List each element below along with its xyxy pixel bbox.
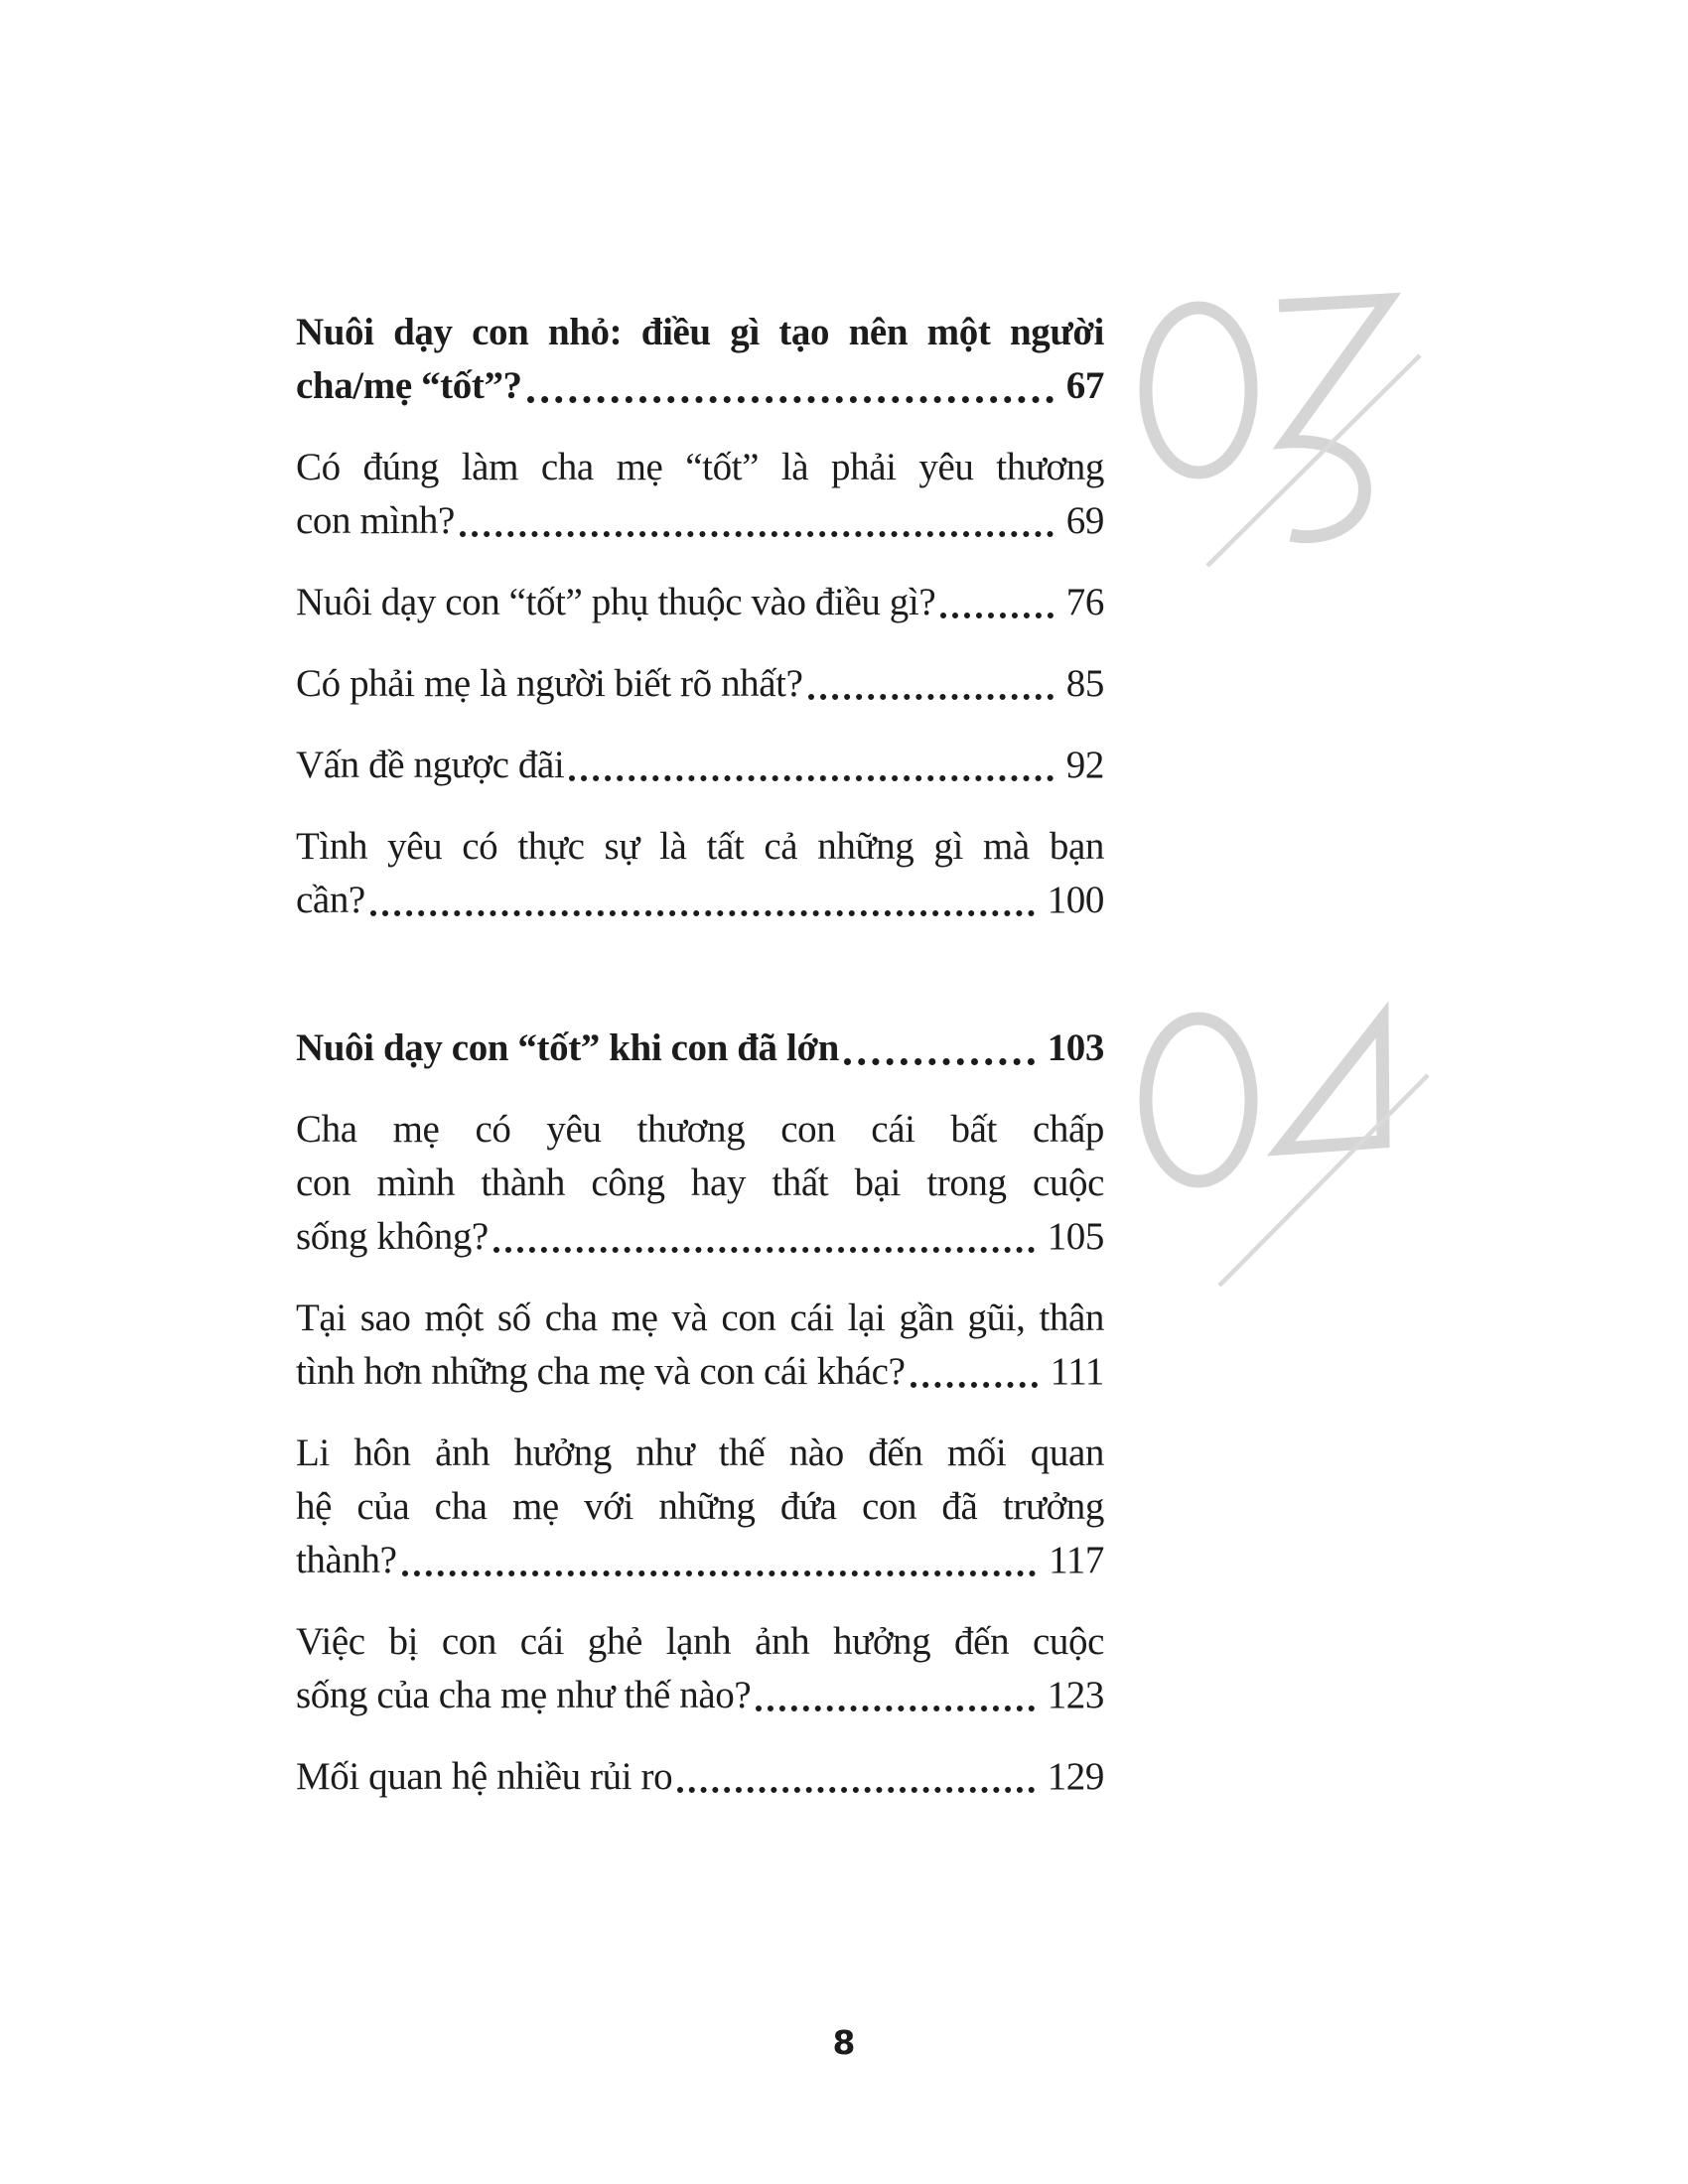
chapter-04-numeral bbox=[1122, 1001, 1440, 1298]
heading-text: cha/mẹ “tốt”? bbox=[296, 364, 522, 407]
toc-entry-lastline bbox=[296, 1750, 1104, 1804]
page-ref: 111 bbox=[1050, 1350, 1104, 1393]
page-ref: 69 bbox=[1065, 499, 1104, 542]
numeral-0-glyph bbox=[1146, 308, 1251, 473]
page-ref: 85 bbox=[1065, 662, 1104, 705]
toc-entry bbox=[296, 739, 1104, 792]
toc-entry-line: Có đúng làm cha mẹ “tốt” là phải yêu thương bbox=[296, 446, 1104, 488]
page-ref: 117 bbox=[1049, 1539, 1104, 1581]
toc-entry-lastline bbox=[296, 576, 1104, 629]
chapter-03-numeral bbox=[1122, 286, 1440, 584]
entry-text: tình hơn những cha mẹ và con cái khác? bbox=[296, 1350, 906, 1393]
dot-leader bbox=[844, 1058, 1035, 1065]
heading-lastline bbox=[296, 1022, 1104, 1075]
toc-entry-line: Cha mẹ có yêu thương con cái bất chấp bbox=[296, 1108, 1104, 1151]
entry-text: Nuôi dạy con “tốt” phụ thuộc vào điều gì? bbox=[296, 581, 936, 623]
dot-leader bbox=[940, 613, 1054, 618]
toc-entry-line: Việc bị con cái ghẻ lạnh ảnh hưởng đến cuộc bbox=[296, 1620, 1104, 1663]
toc-entry bbox=[296, 1292, 1104, 1399]
entry-text: Có phải mẹ là người biết rõ nhất? bbox=[296, 662, 803, 705]
chapter-03-label bbox=[0, 0, 1, 1]
toc-content bbox=[296, 306, 1104, 1832]
toc-section-03 bbox=[296, 306, 1104, 927]
chapter-heading bbox=[296, 306, 1104, 413]
toc-entry bbox=[296, 441, 1104, 548]
dot-leader bbox=[370, 910, 1035, 916]
page-ref: 129 bbox=[1047, 1755, 1104, 1798]
heading-line: Nuôi dạy con nhỏ: điều gì tạo nên một người bbox=[296, 311, 1104, 353]
page-ref: 100 bbox=[1047, 879, 1104, 921]
toc-entry-lastline bbox=[296, 657, 1104, 711]
page-ref: 103 bbox=[1047, 1026, 1104, 1069]
entry-text: Vấn đề ngược đãi bbox=[296, 744, 565, 786]
toc-entry bbox=[296, 657, 1104, 711]
toc-entry-lastline bbox=[296, 1534, 1104, 1587]
dot-leader bbox=[911, 1382, 1038, 1388]
dot-leader bbox=[756, 1706, 1034, 1711]
entry-text: cần? bbox=[296, 879, 365, 921]
page-ref: 105 bbox=[1047, 1215, 1104, 1258]
page-ref: 92 bbox=[1065, 744, 1104, 786]
page-ref: 123 bbox=[1047, 1674, 1104, 1716]
numeral-3-glyph bbox=[1279, 300, 1388, 537]
toc-section-04 bbox=[296, 1022, 1104, 1804]
heading-lastline bbox=[296, 359, 1104, 413]
entry-text: thành? bbox=[296, 1539, 397, 1581]
dot-leader bbox=[808, 694, 1054, 700]
toc-entry bbox=[296, 1427, 1104, 1587]
toc-entry-line: Tại sao một số cha mẹ và con cái lại gần gũi, thân bbox=[296, 1297, 1104, 1339]
entry-text: Mối quan hệ nhiều rủi ro bbox=[296, 1755, 673, 1798]
toc-entry-line: con mình thành công hay thất bại trong cuộc bbox=[296, 1161, 1104, 1204]
numeral-4-glyph bbox=[1281, 1020, 1383, 1149]
toc-entry bbox=[296, 1103, 1104, 1264]
toc-entry bbox=[296, 576, 1104, 629]
dot-leader bbox=[569, 775, 1053, 781]
toc-entry bbox=[296, 1615, 1104, 1722]
heading-text: Nuôi dạy con “tốt” khi con đã lớn bbox=[296, 1026, 839, 1069]
toc-entry-lastline bbox=[296, 1345, 1104, 1399]
toc-entry-lastline bbox=[296, 1669, 1104, 1722]
dot-leader bbox=[527, 396, 1054, 403]
toc-entry-line: Li hôn ảnh hưởng như thế nào đến mối quan bbox=[296, 1432, 1104, 1474]
chapter-heading bbox=[296, 1022, 1104, 1075]
toc-entry-line: Tình yêu có thực sự là tất cả những gì mà bạn bbox=[296, 825, 1104, 868]
entry-text: sống không? bbox=[296, 1215, 489, 1258]
entry-text: sống của cha mẹ như thế nào? bbox=[296, 1674, 752, 1716]
dot-leader bbox=[402, 1570, 1037, 1576]
toc-entry-lastline bbox=[296, 1210, 1104, 1264]
dot-leader bbox=[677, 1787, 1034, 1793]
dot-leader bbox=[460, 531, 1054, 537]
page-number: 8 bbox=[832, 2023, 856, 2062]
toc-entry bbox=[296, 820, 1104, 927]
dot-leader bbox=[493, 1247, 1035, 1253]
toc-entry-lastline bbox=[296, 739, 1104, 792]
chapter-04-label bbox=[0, 0, 1, 1]
toc-entry-lastline bbox=[296, 874, 1104, 927]
toc-entry-lastline bbox=[296, 494, 1104, 548]
toc-entry-line: hệ của cha mẹ với những đứa con đã trưởng bbox=[296, 1485, 1104, 1528]
entry-text: con mình? bbox=[296, 499, 455, 542]
toc-entry bbox=[296, 1750, 1104, 1804]
page-ref: 76 bbox=[1065, 581, 1104, 623]
numeral-0-glyph bbox=[1146, 1019, 1251, 1181]
page-ref: 67 bbox=[1065, 364, 1104, 407]
